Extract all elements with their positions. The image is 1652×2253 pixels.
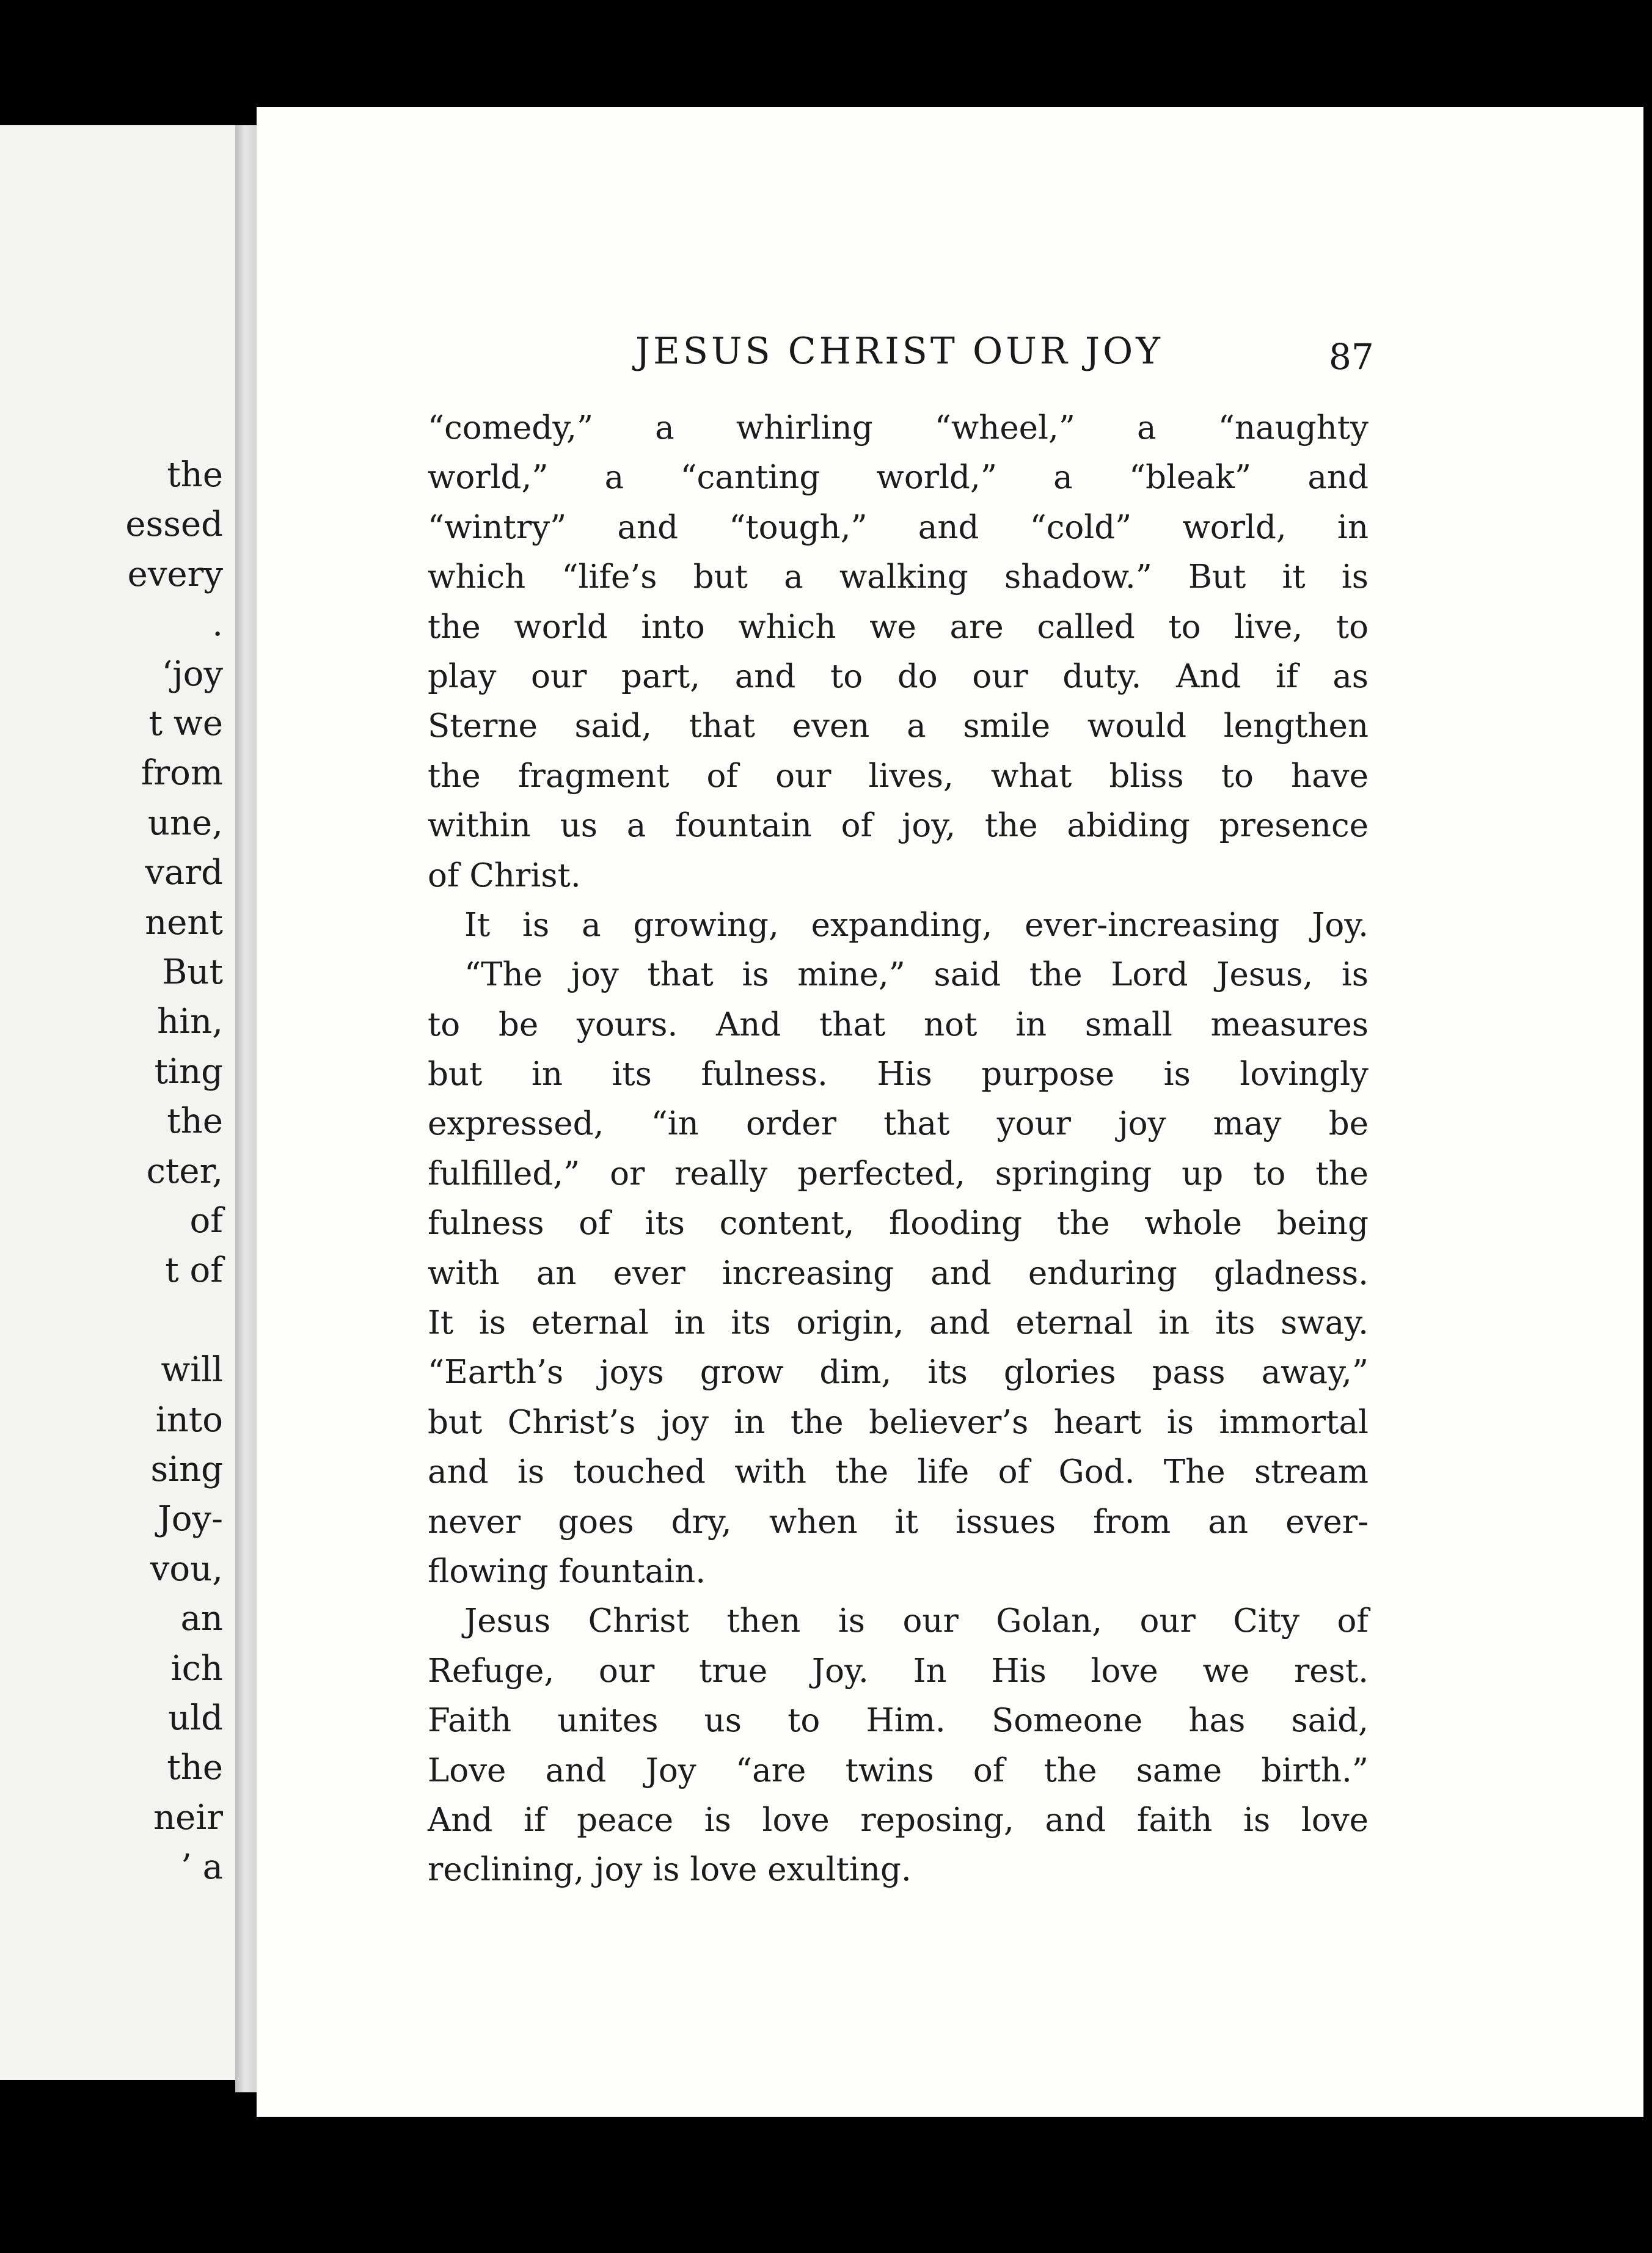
text-line: fulfilled,” or really perfected, springing up to the (428, 1155, 1369, 1192)
text-line: flowing fountain. (428, 1552, 706, 1590)
left-page-line-fragment: vou, (150, 1549, 223, 1589)
left-page-line-fragment: sing (150, 1450, 223, 1489)
text-line: “wintry” and “tough,” and “cold” world, in (428, 508, 1369, 546)
text-line: the world into which we are called to live, to (428, 608, 1369, 646)
running-title: JESUS CHRIST OUR JOY (635, 330, 1163, 373)
left-page-line-fragment: uld (168, 1698, 223, 1738)
left-page-line-fragment: from (141, 753, 223, 794)
text-line: which “life’s but a walking shadow.” But it is (428, 558, 1369, 596)
text-line: It is a growing, expanding, ever-increasing Joy. (464, 906, 1369, 944)
text-line: expressed, “in order that your joy may be (428, 1105, 1369, 1143)
text-line: Jesus Christ then is our Golan, our City of (464, 1602, 1369, 1640)
left-page-line-fragment: of (189, 1201, 223, 1241)
left-page-line-fragment: into (155, 1400, 223, 1440)
text-line: Refuge, our true Joy. In His love we rest. (428, 1652, 1369, 1690)
left-page-line-fragment: But (162, 952, 223, 992)
left-page-line-fragment: t we (148, 704, 223, 743)
left-page-line-fragment: an (180, 1599, 223, 1639)
left-page-line-fragment: ting (154, 1051, 223, 1092)
text-line: within us a fountain of joy, the abiding presence (428, 807, 1369, 845)
text-line: “Earth’s joys grow dim, its glories pass away,” (428, 1354, 1369, 1392)
left-page-line-fragment: hin, (157, 1002, 223, 1042)
left-page-line-fragment: ‘joy (161, 654, 223, 694)
page-header (257, 330, 1643, 379)
left-page-fragment (0, 125, 241, 2080)
text-line: of Christ. (428, 856, 581, 894)
text-line: Love and Joy “are twins of the same birth.” (428, 1751, 1369, 1789)
text-line: world,” a “canting world,” a “bleak” and (428, 459, 1369, 497)
left-page-line-fragment: will (161, 1350, 223, 1390)
text-line: but Christ’s joy in the believer’s heart is immortal (428, 1403, 1369, 1441)
left-page-line-fragment: ich (170, 1648, 223, 1689)
left-page-line-fragment: vard (145, 853, 223, 893)
body-text (428, 403, 1369, 1895)
text-line: never goes dry, when it issues from an ever- (428, 1503, 1369, 1541)
text-line: play our part, and to do our duty. And if as (428, 657, 1369, 695)
text-line: “comedy,” a whirling “wheel,” a “naughty (428, 409, 1369, 447)
text-line: but in its fulness. His purpose is lovingly (428, 1056, 1369, 1094)
left-page-line-fragment: t of (165, 1251, 223, 1291)
left-page-line-fragment: . (212, 604, 223, 644)
text-line: the fragment of our lives, what bliss to have (428, 757, 1369, 795)
text-line: “The joy that is mine,” said the Lord Jesus, is (464, 956, 1369, 994)
book-spine (235, 125, 260, 2092)
text-line: Sterne said, that even a smile would lengthen (428, 707, 1369, 745)
text-line: It is eternal in its origin, and eternal in its sway. (428, 1304, 1369, 1342)
text-line: And if peace is love reposing, and faith is love (428, 1801, 1369, 1839)
left-page-line-fragment: Joy- (158, 1499, 223, 1539)
left-page-line-fragment: neir (153, 1797, 223, 1838)
left-page-line-fragment: the (167, 455, 223, 495)
left-page-line-fragment: une, (147, 803, 223, 843)
text-line: reclining, joy is love exulting. (428, 1851, 912, 1889)
right-page (257, 107, 1643, 2117)
left-page-line-fragment: cter, (146, 1151, 223, 1191)
text-line: and is touched with the life of God. The stream (428, 1453, 1369, 1491)
left-page-line-fragment: ’ a (181, 1847, 223, 1888)
page-number: 87 (1329, 336, 1374, 378)
left-page-line-fragment: the (167, 1101, 223, 1142)
left-page-line-fragment: every (127, 554, 223, 594)
left-page-line-fragment: nent (145, 902, 223, 943)
text-line: Faith unites us to Him. Someone has said, (428, 1702, 1369, 1740)
left-page-line-fragment: essed (125, 505, 223, 545)
text-line: fulness of its content, flooding the whole being (428, 1205, 1369, 1243)
text-line: with an ever increasing and enduring gladness. (428, 1254, 1369, 1292)
text-line: to be yours. And that not in small measures (428, 1006, 1369, 1043)
left-page-line-fragment: the (167, 1748, 223, 1788)
